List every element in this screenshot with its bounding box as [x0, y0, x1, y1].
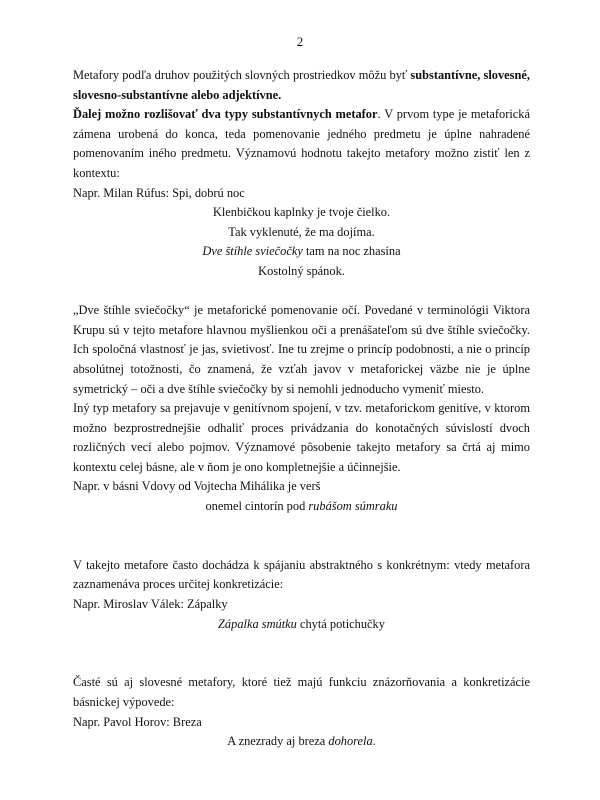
poem-line: Kostolný spánok.	[258, 263, 345, 278]
poem-line-text: tam na noc zhasína	[302, 244, 401, 259]
poem-line: Klenbičkou kaplnky je tvoje čielko.	[212, 205, 391, 220]
poem-line-text: .	[372, 734, 376, 749]
paragraph-explanation: „Dve štíhle sviečočky“ je metaforické pomenovanie očí. Povedané v terminológii Viktora Krupu sú v tejto metafore hlavnou myšlienkou oči a prenášateľom sú dve štíhle sviečočky. Ich spoločná vlastnosť je jas, svietivosť. Ine tu zrejme o princíp podobnosti, a nie o princíp absolútnej totožnosti, čo znamená, že vzťah javov v metaforickej väzbe nie je úplne symetrický – oči a dve štíhle sviečočky by si nemohli jednoducho vymeniť miesto.	[73, 303, 530, 396]
poem-line-text: chytá potichučky	[296, 616, 385, 631]
paragraph-verbal-metaphors: Časté sú aj slovesné metafory, ktoré tiež majú funkciu znázorňovania a konkretizácie básnickej výpovede:	[73, 675, 530, 709]
poem-line-text: onemel cintorín pod	[205, 499, 309, 514]
paragraph-abstract-concrete: V takejto metafore často dochádza k spájaniu abstraktného s konkrétnym: vtedy metafora zaznamenáva proces určitej konkretizácie:	[73, 557, 530, 592]
page-number: 2	[296, 34, 304, 49]
paragraph-substantive-metaphors	[73, 105, 530, 183]
paragraph-text: . V prvom type je metaforická zámena urobená do konca, teda pomenovanie jedného predmetu je úplne nahradené pomenovaním iného predmetu. Významovú hodnotu takejto metafory možno zistiť len z kontextu:	[73, 107, 530, 180]
example-intro: Napr. v básni Vdovy od Vojtecha Mihálika je verš	[73, 479, 321, 494]
poem-line	[73, 732, 530, 752]
paragraph-genitive-metaphor: Iný typ metafory sa prejavuje v genitívnom spojení, v tzv. metaforickom genitíve, v ktorom možno bezprostrednejšie odhaliť proces privádzania do konotačných súvislostí dvoch rozličných vecí alebo pojmov. Významové pôsobenie takejto metafory sa črtá aj mimo kontextu celej básne, ale v ňom je ono kompletnejšie a účinnejšie.	[73, 401, 530, 474]
italic-metaphor: dohorela	[328, 734, 373, 749]
poem-line	[73, 615, 530, 635]
bold-emphasis: Ďalej možno rozlišovať dva typy substantívnych metafor	[73, 107, 378, 122]
example-intro: Napr. Milan Rúfus: Spi, dobrú noc	[73, 185, 245, 200]
poem-line: Tak vyklenuté, že ma dojíma.	[228, 224, 375, 239]
example-intro: Napr. Miroslav Válek: Zápalky	[73, 597, 228, 612]
poem-line	[73, 242, 530, 262]
poem-line	[73, 497, 530, 517]
poem-excerpt	[73, 203, 530, 281]
poem-line-text: A znezrady aj breza	[227, 734, 329, 749]
italic-metaphor: Zápalka smútku	[218, 616, 297, 631]
paragraph-text: Metafory podľa druhov použitých slovných prostriedkov môžu byť	[73, 68, 411, 82]
paragraph-metaphor-types	[73, 66, 530, 105]
italic-metaphor: Dve štíhle sviečočky	[202, 244, 303, 259]
bold-emphasis: substantívne, slovesné, slovesno-substantívne alebo adjektívne.	[73, 68, 530, 102]
italic-metaphor: rubášom súmraku	[308, 499, 398, 514]
example-intro: Napr. Pavol Horov: Breza	[73, 714, 202, 729]
document-body	[73, 66, 530, 752]
